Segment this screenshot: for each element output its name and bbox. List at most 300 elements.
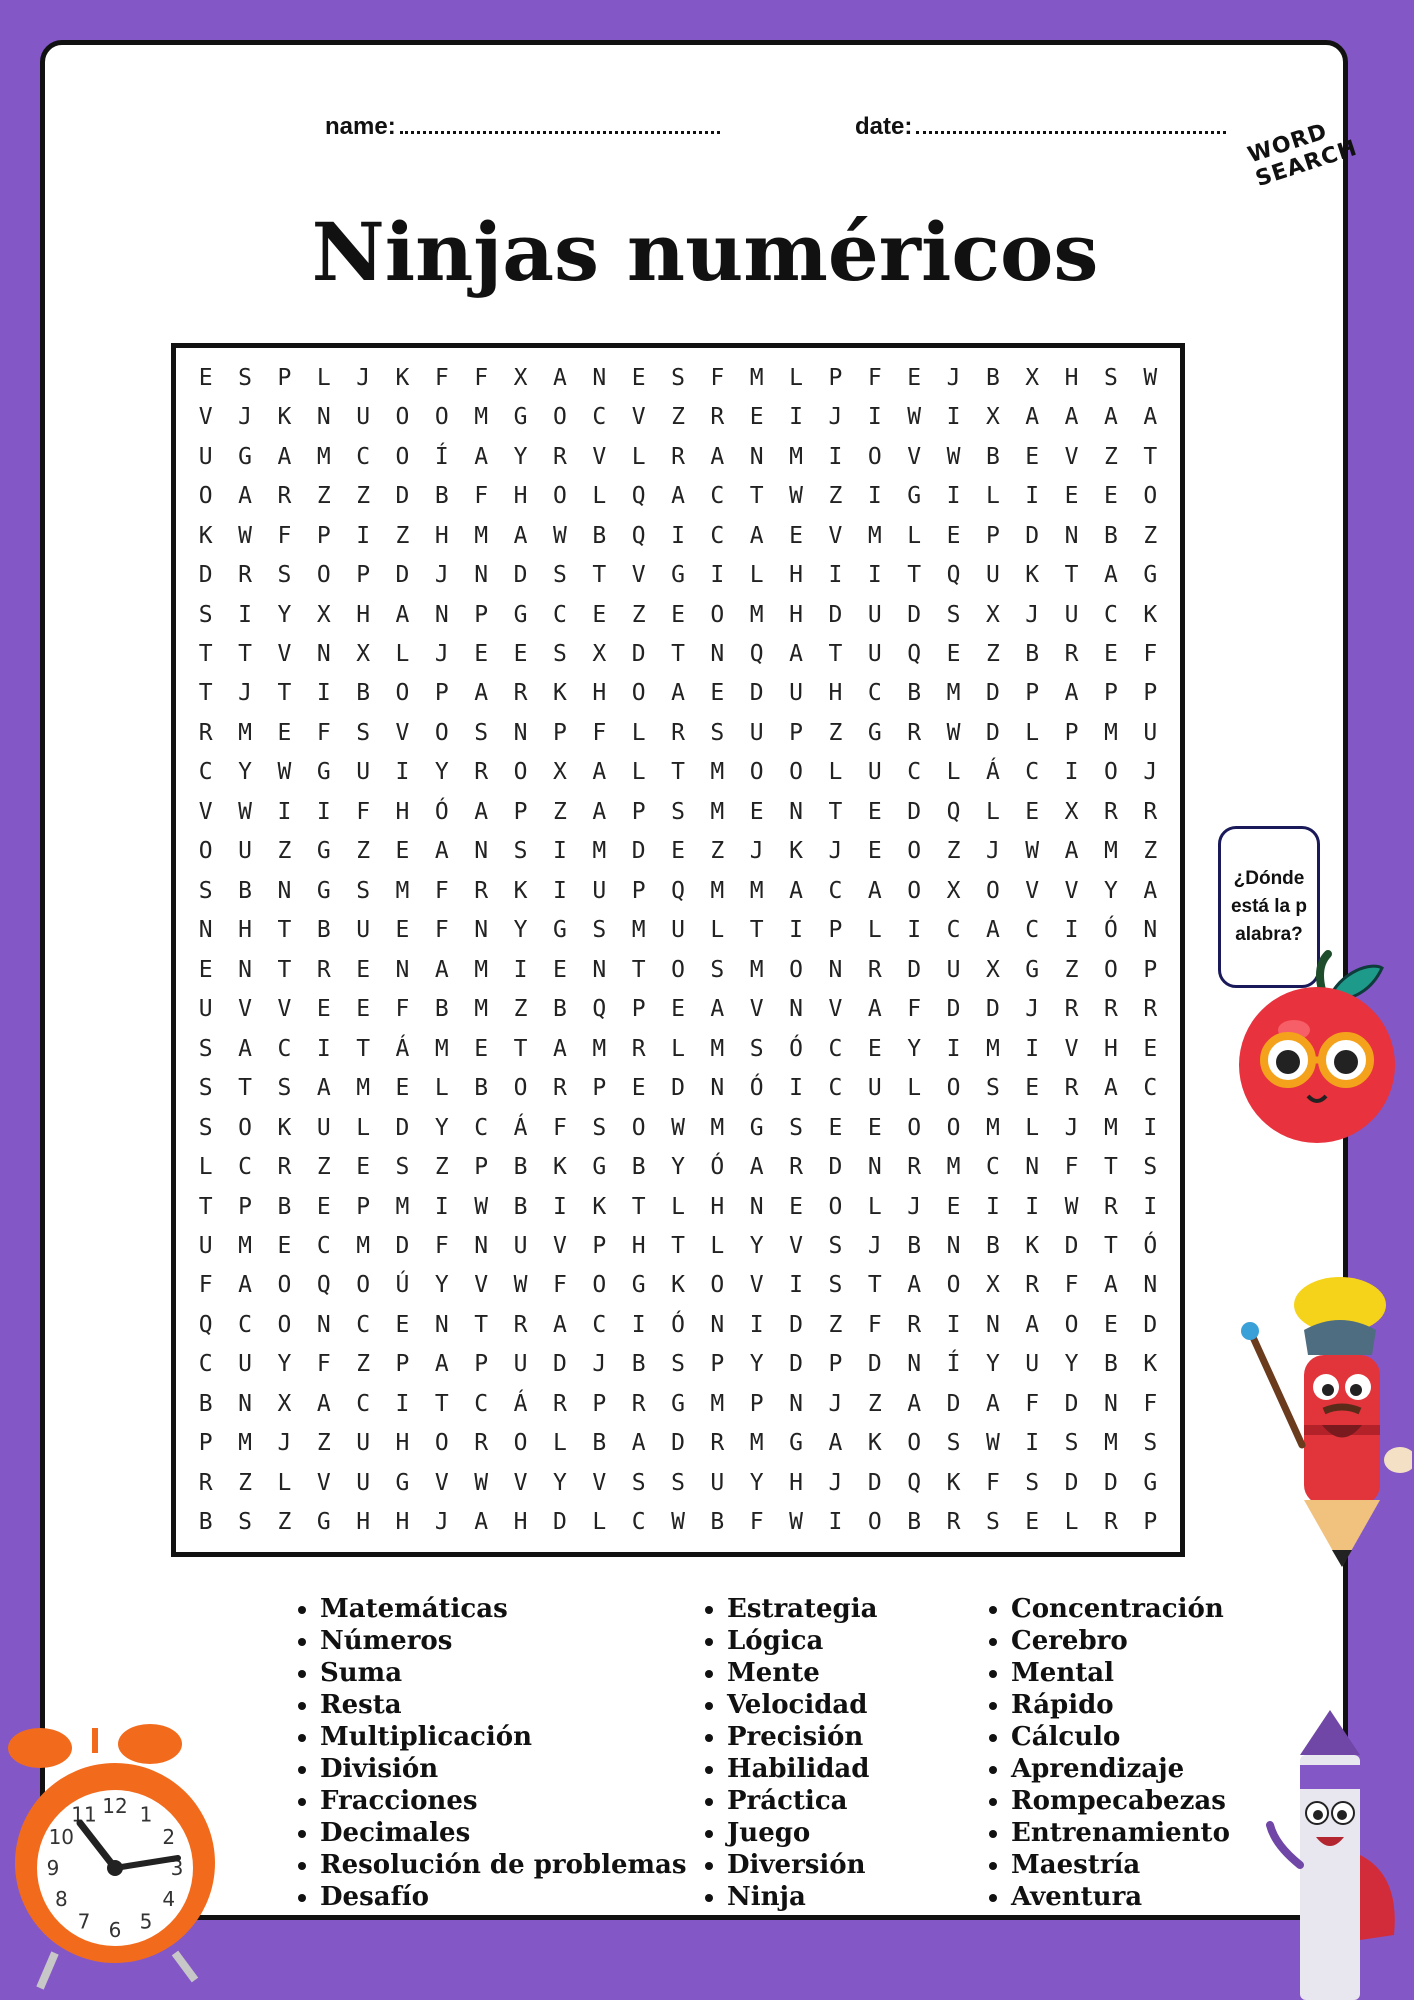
- grid-letter[interactable]: A: [867, 877, 882, 904]
- grid-letter[interactable]: F: [1064, 1272, 1079, 1299]
- grid-letter[interactable]: F: [749, 1509, 764, 1536]
- grid-letter[interactable]: G: [631, 1272, 646, 1299]
- grid-letter[interactable]: D: [631, 838, 646, 865]
- grid-letter[interactable]: E: [631, 1075, 646, 1102]
- grid-letter[interactable]: Z: [238, 1469, 252, 1496]
- grid-letter[interactable]: Q: [946, 562, 961, 589]
- grid-letter[interactable]: D: [828, 601, 843, 628]
- grid-letter[interactable]: X: [1064, 798, 1079, 825]
- grid-letter[interactable]: L: [434, 1075, 449, 1102]
- grid-letter[interactable]: Z: [316, 1154, 331, 1181]
- grid-letter[interactable]: K: [946, 1469, 961, 1496]
- grid-letter[interactable]: I: [238, 601, 252, 628]
- grid-letter[interactable]: E: [867, 1114, 882, 1141]
- grid-letter[interactable]: E: [395, 1311, 410, 1338]
- grid-letter[interactable]: F: [867, 1311, 882, 1338]
- grid-letter[interactable]: D: [552, 1509, 567, 1536]
- grid-letter[interactable]: F: [710, 364, 725, 391]
- grid-letter[interactable]: F: [277, 522, 292, 549]
- grid-letter[interactable]: R: [710, 1430, 725, 1457]
- grid-letter[interactable]: B: [434, 483, 449, 510]
- grid-letter[interactable]: F: [1064, 1154, 1079, 1181]
- grid-letter[interactable]: U: [1025, 1351, 1040, 1378]
- grid-letter[interactable]: L: [671, 1035, 685, 1062]
- grid-letter[interactable]: E: [395, 1075, 410, 1102]
- grid-letter[interactable]: O: [907, 1114, 922, 1141]
- grid-letter[interactable]: I: [828, 443, 843, 470]
- grid-letter[interactable]: R: [867, 956, 882, 983]
- grid-letter[interactable]: M: [749, 956, 764, 983]
- grid-letter[interactable]: M: [238, 1232, 252, 1259]
- grid-letter[interactable]: U: [946, 956, 961, 983]
- grid-letter[interactable]: B: [592, 522, 607, 549]
- grid-letter[interactable]: W: [474, 1469, 489, 1496]
- grid-letter[interactable]: U: [867, 640, 882, 667]
- grid-letter[interactable]: Z: [513, 996, 528, 1023]
- grid-letter[interactable]: O: [277, 1272, 292, 1299]
- grid-letter[interactable]: D: [395, 1114, 410, 1141]
- grid-letter[interactable]: F: [434, 1232, 449, 1259]
- grid-letter[interactable]: F: [356, 798, 371, 825]
- grid-letter[interactable]: D: [907, 956, 922, 983]
- grid-letter[interactable]: M: [749, 601, 764, 628]
- grid-letter[interactable]: I: [552, 1193, 567, 1220]
- grid-letter[interactable]: L: [867, 917, 882, 944]
- grid-letter[interactable]: V: [198, 404, 213, 431]
- grid-letter[interactable]: E: [1064, 483, 1079, 510]
- grid-letter[interactable]: C: [238, 1154, 252, 1181]
- grid-letter[interactable]: O: [789, 759, 803, 786]
- grid-letter[interactable]: H: [395, 1509, 410, 1536]
- grid-letter[interactable]: S: [946, 1430, 961, 1457]
- grid-letter[interactable]: L: [710, 917, 725, 944]
- grid-letter[interactable]: F: [1143, 1390, 1158, 1417]
- grid-letter[interactable]: U: [198, 996, 213, 1023]
- grid-letter[interactable]: I: [789, 917, 803, 944]
- grid-letter[interactable]: E: [474, 1035, 489, 1062]
- grid-letter[interactable]: W: [946, 719, 961, 746]
- grid-letter[interactable]: N: [474, 917, 489, 944]
- grid-letter[interactable]: L: [907, 522, 922, 549]
- grid-letter[interactable]: M: [238, 719, 252, 746]
- grid-letter[interactable]: O: [907, 877, 922, 904]
- grid-letter[interactable]: N: [710, 1311, 725, 1338]
- grid-letter[interactable]: N: [316, 1311, 331, 1338]
- grid-letter[interactable]: S: [789, 1114, 803, 1141]
- grid-letter[interactable]: A: [1104, 1272, 1118, 1299]
- grid-letter[interactable]: W: [1064, 1193, 1079, 1220]
- grid-letter[interactable]: A: [1025, 404, 1040, 431]
- grid-letter[interactable]: N: [316, 404, 331, 431]
- grid-letter[interactable]: W: [552, 522, 567, 549]
- grid-letter[interactable]: L: [867, 1193, 882, 1220]
- grid-letter[interactable]: F: [434, 917, 449, 944]
- grid-letter[interactable]: E: [356, 1154, 371, 1181]
- grid-letter[interactable]: W: [789, 483, 803, 510]
- grid-letter[interactable]: N: [907, 1351, 922, 1378]
- grid-letter[interactable]: S: [552, 640, 567, 667]
- grid-letter[interactable]: I: [552, 838, 567, 865]
- grid-letter[interactable]: G: [316, 1509, 331, 1536]
- grid-letter[interactable]: E: [356, 996, 371, 1023]
- grid-letter[interactable]: U: [749, 719, 764, 746]
- grid-letter[interactable]: U: [710, 1469, 725, 1496]
- grid-letter[interactable]: X: [985, 601, 1000, 628]
- grid-letter[interactable]: B: [198, 1390, 213, 1417]
- grid-letter[interactable]: E: [1025, 1075, 1040, 1102]
- grid-letter[interactable]: Z: [316, 1430, 331, 1457]
- grid-letter[interactable]: I: [907, 917, 922, 944]
- grid-letter[interactable]: L: [1064, 1509, 1079, 1536]
- grid-letter[interactable]: D: [513, 562, 528, 589]
- grid-letter[interactable]: T: [749, 917, 764, 944]
- grid-letter[interactable]: P: [592, 1390, 607, 1417]
- grid-letter[interactable]: G: [552, 917, 567, 944]
- grid-letter[interactable]: U: [867, 759, 882, 786]
- grid-letter[interactable]: O: [1143, 483, 1158, 510]
- grid-letter[interactable]: R: [1064, 1075, 1079, 1102]
- grid-letter[interactable]: G: [1143, 1469, 1158, 1496]
- grid-letter[interactable]: L: [552, 1430, 567, 1457]
- grid-letter[interactable]: H: [356, 601, 371, 628]
- grid-letter[interactable]: A: [474, 680, 489, 707]
- grid-letter[interactable]: R: [198, 719, 213, 746]
- grid-letter[interactable]: G: [867, 719, 882, 746]
- grid-letter[interactable]: Á: [513, 1114, 528, 1141]
- grid-letter[interactable]: K: [592, 1193, 607, 1220]
- grid-letter[interactable]: U: [1064, 601, 1079, 628]
- grid-letter[interactable]: C: [592, 1311, 607, 1338]
- grid-letter[interactable]: D: [867, 1351, 882, 1378]
- date-field[interactable]: [855, 113, 1226, 141]
- grid-letter[interactable]: T: [828, 640, 843, 667]
- grid-letter[interactable]: N: [710, 1075, 725, 1102]
- grid-letter[interactable]: Z: [434, 1154, 449, 1181]
- grid-letter[interactable]: M: [749, 877, 764, 904]
- grid-letter[interactable]: U: [238, 838, 252, 865]
- grid-letter[interactable]: U: [789, 680, 803, 707]
- grid-letter[interactable]: A: [1104, 1075, 1118, 1102]
- grid-letter[interactable]: O: [238, 1114, 252, 1141]
- grid-letter[interactable]: S: [198, 601, 213, 628]
- grid-letter[interactable]: U: [985, 562, 1000, 589]
- grid-letter[interactable]: H: [592, 680, 607, 707]
- grid-letter[interactable]: Z: [1104, 443, 1118, 470]
- grid-letter[interactable]: G: [238, 443, 252, 470]
- grid-letter[interactable]: A: [671, 680, 685, 707]
- grid-letter[interactable]: Ó: [434, 798, 449, 825]
- grid-letter[interactable]: N: [828, 956, 843, 983]
- grid-letter[interactable]: A: [985, 1390, 1000, 1417]
- grid-letter[interactable]: V: [631, 562, 646, 589]
- grid-letter[interactable]: N: [946, 1232, 961, 1259]
- grid-letter[interactable]: P: [1143, 1509, 1158, 1536]
- grid-letter[interactable]: T: [1104, 1154, 1118, 1181]
- grid-letter[interactable]: Z: [985, 640, 1000, 667]
- grid-letter[interactable]: A: [434, 838, 449, 865]
- grid-letter[interactable]: B: [238, 877, 252, 904]
- grid-letter[interactable]: Z: [710, 838, 725, 865]
- grid-letter[interactable]: E: [1025, 1509, 1040, 1536]
- grid-letter[interactable]: J: [828, 1469, 843, 1496]
- grid-letter[interactable]: I: [1064, 759, 1079, 786]
- grid-letter[interactable]: B: [1104, 1351, 1118, 1378]
- grid-letter[interactable]: O: [356, 1272, 371, 1299]
- grid-letter[interactable]: Y: [434, 1272, 449, 1299]
- grid-letter[interactable]: Q: [946, 798, 961, 825]
- grid-letter[interactable]: L: [631, 719, 646, 746]
- grid-letter[interactable]: W: [789, 1509, 803, 1536]
- grid-letter[interactable]: M: [474, 522, 489, 549]
- grid-letter[interactable]: P: [277, 364, 292, 391]
- grid-letter[interactable]: V: [1064, 877, 1079, 904]
- grid-letter[interactable]: X: [513, 364, 528, 391]
- grid-letter[interactable]: V: [474, 1272, 489, 1299]
- grid-letter[interactable]: K: [552, 680, 567, 707]
- grid-letter[interactable]: I: [946, 1035, 961, 1062]
- grid-letter[interactable]: G: [513, 404, 528, 431]
- grid-letter[interactable]: A: [631, 1430, 646, 1457]
- grid-letter[interactable]: O: [946, 1272, 961, 1299]
- grid-letter[interactable]: N: [434, 1311, 449, 1338]
- grid-letter[interactable]: R: [946, 1509, 961, 1536]
- grid-letter[interactable]: F: [552, 1272, 567, 1299]
- word-search-grid[interactable]: [186, 358, 1170, 1542]
- grid-letter[interactable]: S: [710, 719, 725, 746]
- grid-letter[interactable]: W: [671, 1509, 685, 1536]
- grid-letter[interactable]: O: [434, 404, 449, 431]
- grid-letter[interactable]: P: [316, 522, 331, 549]
- grid-letter[interactable]: X: [277, 1390, 292, 1417]
- grid-letter[interactable]: E: [946, 640, 961, 667]
- grid-letter[interactable]: M: [710, 759, 725, 786]
- grid-letter[interactable]: N: [1064, 522, 1079, 549]
- grid-letter[interactable]: M: [1104, 1114, 1118, 1141]
- grid-letter[interactable]: P: [474, 1351, 489, 1378]
- grid-letter[interactable]: N: [434, 601, 449, 628]
- grid-letter[interactable]: X: [1025, 364, 1040, 391]
- grid-letter[interactable]: T: [277, 917, 292, 944]
- grid-letter[interactable]: I: [1143, 1114, 1158, 1141]
- grid-letter[interactable]: H: [434, 522, 449, 549]
- grid-letter[interactable]: O: [867, 443, 882, 470]
- grid-letter[interactable]: R: [671, 719, 685, 746]
- grid-letter[interactable]: B: [985, 443, 1000, 470]
- grid-letter[interactable]: O: [710, 601, 725, 628]
- grid-letter[interactable]: V: [749, 996, 764, 1023]
- grid-letter[interactable]: O: [946, 1075, 961, 1102]
- grid-letter[interactable]: S: [631, 1469, 646, 1496]
- grid-letter[interactable]: I: [1025, 1193, 1040, 1220]
- grid-letter[interactable]: I: [867, 404, 882, 431]
- grid-letter[interactable]: G: [316, 838, 331, 865]
- grid-letter[interactable]: C: [1104, 601, 1118, 628]
- grid-letter[interactable]: J: [356, 364, 371, 391]
- grid-letter[interactable]: U: [671, 917, 685, 944]
- grid-letter[interactable]: A: [907, 1272, 922, 1299]
- grid-letter[interactable]: J: [828, 838, 843, 865]
- grid-letter[interactable]: P: [474, 601, 489, 628]
- grid-letter[interactable]: A: [789, 640, 803, 667]
- grid-letter[interactable]: O: [316, 562, 331, 589]
- grid-letter[interactable]: R: [907, 1311, 922, 1338]
- grid-letter[interactable]: S: [1143, 1154, 1158, 1181]
- grid-letter[interactable]: D: [749, 680, 764, 707]
- grid-letter[interactable]: A: [1143, 877, 1158, 904]
- grid-letter[interactable]: T: [907, 562, 922, 589]
- grid-letter[interactable]: O: [395, 680, 410, 707]
- grid-letter[interactable]: P: [631, 996, 646, 1023]
- grid-letter[interactable]: Y: [1104, 877, 1118, 904]
- grid-letter[interactable]: J: [277, 1430, 292, 1457]
- grid-letter[interactable]: L: [828, 759, 843, 786]
- grid-letter[interactable]: O: [1064, 1311, 1079, 1338]
- grid-letter[interactable]: L: [710, 1232, 725, 1259]
- grid-letter[interactable]: S: [277, 1075, 292, 1102]
- grid-letter[interactable]: T: [513, 1035, 528, 1062]
- grid-letter[interactable]: Z: [1143, 522, 1158, 549]
- grid-letter[interactable]: S: [671, 1351, 685, 1378]
- grid-letter[interactable]: A: [985, 917, 1000, 944]
- grid-letter[interactable]: C: [277, 1035, 292, 1062]
- grid-letter[interactable]: N: [198, 917, 213, 944]
- grid-letter[interactable]: U: [238, 1351, 252, 1378]
- grid-letter[interactable]: M: [434, 1035, 449, 1062]
- grid-letter[interactable]: I: [985, 1193, 1000, 1220]
- grid-letter[interactable]: C: [356, 443, 371, 470]
- grid-letter[interactable]: E: [789, 522, 803, 549]
- grid-letter[interactable]: M: [749, 364, 764, 391]
- grid-letter[interactable]: I: [1025, 483, 1040, 510]
- grid-letter[interactable]: W: [277, 759, 292, 786]
- grid-letter[interactable]: A: [474, 443, 489, 470]
- grid-letter[interactable]: I: [552, 877, 567, 904]
- grid-letter[interactable]: S: [198, 1114, 213, 1141]
- grid-letter[interactable]: I: [828, 1509, 843, 1536]
- grid-letter[interactable]: I: [671, 522, 685, 549]
- grid-letter[interactable]: I: [1143, 1193, 1158, 1220]
- grid-letter[interactable]: R: [710, 404, 725, 431]
- grid-letter[interactable]: R: [1025, 1272, 1040, 1299]
- grid-letter[interactable]: R: [513, 1311, 528, 1338]
- grid-letter[interactable]: F: [474, 364, 489, 391]
- grid-letter[interactable]: F: [316, 1351, 331, 1378]
- grid-letter[interactable]: M: [985, 1114, 1000, 1141]
- grid-letter[interactable]: T: [828, 798, 843, 825]
- grid-letter[interactable]: I: [946, 1311, 961, 1338]
- grid-letter[interactable]: K: [513, 877, 528, 904]
- grid-letter[interactable]: E: [946, 1193, 961, 1220]
- grid-letter[interactable]: V: [316, 1469, 331, 1496]
- grid-letter[interactable]: C: [907, 759, 922, 786]
- grid-letter[interactable]: V: [395, 719, 410, 746]
- grid-letter[interactable]: A: [1143, 404, 1158, 431]
- grid-letter[interactable]: X: [552, 759, 567, 786]
- grid-letter[interactable]: J: [828, 1390, 843, 1417]
- grid-letter[interactable]: N: [316, 640, 331, 667]
- grid-letter[interactable]: G: [316, 877, 331, 904]
- grid-letter[interactable]: I: [356, 522, 371, 549]
- grid-letter[interactable]: W: [907, 404, 922, 431]
- grid-letter[interactable]: D: [671, 1430, 685, 1457]
- grid-letter[interactable]: M: [749, 1430, 764, 1457]
- grid-letter[interactable]: J: [946, 364, 961, 391]
- grid-letter[interactable]: L: [749, 562, 764, 589]
- grid-letter[interactable]: W: [946, 443, 961, 470]
- grid-letter[interactable]: A: [434, 1351, 449, 1378]
- grid-letter[interactable]: I: [277, 798, 292, 825]
- grid-letter[interactable]: A: [552, 364, 567, 391]
- grid-letter[interactable]: A: [316, 1075, 331, 1102]
- grid-letter[interactable]: D: [985, 680, 1000, 707]
- grid-letter[interactable]: Z: [828, 483, 843, 510]
- grid-letter[interactable]: R: [552, 443, 567, 470]
- grid-letter[interactable]: O: [828, 1193, 843, 1220]
- grid-letter[interactable]: C: [552, 601, 567, 628]
- grid-letter[interactable]: M: [710, 1390, 725, 1417]
- grid-letter[interactable]: O: [513, 759, 528, 786]
- grid-letter[interactable]: S: [474, 719, 489, 746]
- grid-letter[interactable]: N: [1143, 1272, 1158, 1299]
- grid-letter[interactable]: E: [1104, 1311, 1118, 1338]
- grid-letter[interactable]: N: [277, 877, 292, 904]
- grid-letter[interactable]: S: [946, 601, 961, 628]
- grid-letter[interactable]: C: [1025, 759, 1040, 786]
- grid-letter[interactable]: A: [552, 1035, 567, 1062]
- grid-letter[interactable]: F: [867, 364, 882, 391]
- grid-letter[interactable]: Ó: [1143, 1232, 1158, 1259]
- grid-letter[interactable]: H: [789, 1469, 803, 1496]
- grid-letter[interactable]: P: [474, 1154, 489, 1181]
- grid-letter[interactable]: K: [1143, 601, 1158, 628]
- grid-letter[interactable]: Ó: [671, 1311, 685, 1338]
- grid-letter[interactable]: N: [592, 364, 607, 391]
- grid-letter[interactable]: Ó: [710, 1154, 725, 1181]
- grid-letter[interactable]: Y: [749, 1232, 764, 1259]
- grid-letter[interactable]: A: [749, 522, 764, 549]
- grid-letter[interactable]: P: [985, 522, 1000, 549]
- grid-letter[interactable]: V: [1064, 1035, 1079, 1062]
- grid-letter[interactable]: U: [198, 1232, 213, 1259]
- grid-letter[interactable]: N: [238, 956, 252, 983]
- grid-letter[interactable]: J: [1025, 996, 1040, 1023]
- grid-letter[interactable]: F: [1143, 640, 1158, 667]
- grid-letter[interactable]: E: [395, 917, 410, 944]
- grid-letter[interactable]: R: [198, 1469, 213, 1496]
- grid-letter[interactable]: F: [198, 1272, 213, 1299]
- grid-letter[interactable]: R: [1104, 1509, 1118, 1536]
- grid-letter[interactable]: N: [710, 640, 725, 667]
- grid-letter[interactable]: R: [277, 1154, 292, 1181]
- grid-letter[interactable]: V: [907, 443, 922, 470]
- grid-letter[interactable]: Y: [907, 1035, 922, 1062]
- grid-letter[interactable]: R: [552, 1075, 567, 1102]
- grid-letter[interactable]: L: [592, 1509, 607, 1536]
- grid-letter[interactable]: O: [671, 956, 685, 983]
- grid-letter[interactable]: N: [789, 798, 803, 825]
- grid-letter[interactable]: O: [198, 483, 213, 510]
- grid-letter[interactable]: N: [513, 719, 528, 746]
- grid-letter[interactable]: E: [749, 798, 764, 825]
- grid-letter[interactable]: E: [513, 640, 528, 667]
- grid-letter[interactable]: S: [1025, 1469, 1040, 1496]
- grid-letter[interactable]: A: [513, 522, 528, 549]
- grid-letter[interactable]: G: [592, 1154, 607, 1181]
- grid-letter[interactable]: D: [1025, 522, 1040, 549]
- grid-letter[interactable]: A: [1104, 562, 1118, 589]
- grid-letter[interactable]: E: [592, 601, 607, 628]
- grid-letter[interactable]: D: [907, 601, 922, 628]
